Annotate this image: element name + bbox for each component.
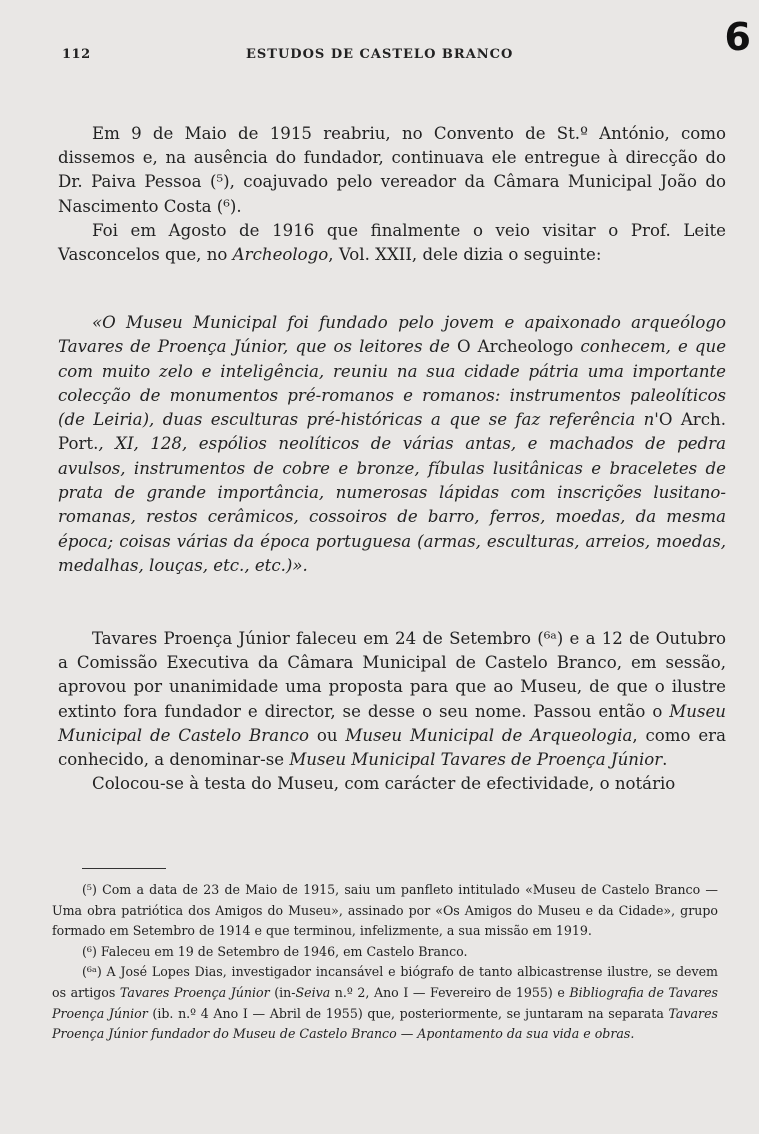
- footnote-6: (⁶) Faleceu em 19 de Setembro de 1946, em Castelo Branco.: [82, 943, 468, 959]
- page-number: 112: [62, 47, 91, 62]
- block-quote: [58, 311, 726, 578]
- footnote-rule: [82, 868, 166, 869]
- paragraph: Foi em Agosto de 1916 que finalmente o veio visitar o Prof. Leite Vasconcelos que, no Archeologo, Vol. XXII, dele dizia o seguinte:: [58, 220, 726, 265]
- footnote-6a: (⁶ᵃ) A José Lopes Dias, investigador incansável e biógrafo de tanto albicastrense ilustre, se devem os artigos Tavares Proença Júnior (in-Seiva n.º 2, Ano I — Fevereiro de 1955) e Bibliografia de Tavares Proença Júnior (ib. n.º 4 Ano I — Abril de 1955) que, posteriormente, se juntaram na separata Tavares Proença Júnior fundador do Museu de Castelo Branco — Apontamento da sua vida e obras.: [52, 964, 719, 1042]
- section-2: [58, 627, 726, 796]
- handwritten-page-mark: 6: [724, 15, 751, 59]
- paragraph: Colocou-se à testa do Museu, com carácter de efectividade, o notário: [92, 774, 676, 794]
- section-1: [58, 122, 726, 267]
- footnote-5: (⁵) Com a data de 23 de Maio de 1915, saiu um panfleto intitulado «Museu de Castelo Branco — Uma obra patriótica dos Amigos do Museu», assinado por «Os Amigos do Museu e da Cidade», grupo formado em Setembro de 1914 e que terminou, infelizmente, a sua missão em 1919.: [52, 882, 718, 939]
- paragraph: Tavares Proença Júnior faleceu em 24 de Setembro (⁶ᵃ) e a 12 de Outubro a Comissão Executiva da Câmara Municipal de Castelo Branco, em sessão, aprovou por unanimidade uma proposta para que ao Museu, de que o ilustre extinto fora fundador e director, se desse o seu nome. Passou então o Museu Municipal de Castelo Branco ou Museu Municipal de Arqueologia, como era conhecido, a denominar-se Museu Municipal Tavares de Proença Júnior.: [58, 629, 727, 770]
- page-header: [62, 47, 699, 69]
- paragraph: Em 9 de Maio de 1915 reabriu, no Convento de St.º António, como dissemos e, na ausência do fundador, continuava ele entregue à direcção do Dr. Paiva Pessoa (⁵), coajuvado pelo vereador da Câmara Municipal João do Nascimento Costa (⁶).: [58, 124, 726, 216]
- footnotes: [52, 880, 718, 1045]
- quote-paragraph: «O Museu Municipal foi fundado pelo jovem e apaixonado arqueólogo Tavares de Proença Júnior, que os leitores de O Archeologo conhecem, e que com muito zelo e inteligência, reuniu na sua cidade pátria uma importante colecção de monumentos pré-romanos e romanos: instrumentos paleolíticos (de Leiria), duas esculturas pré-históricas a que se faz referência n'O Arch. Port., XI, 128, espólios neolíticos de várias antas, e machados de pedra avulsos, instrumentos de cobre e bronze, fíbulas lusitânicas e braceletes de prata de grande importância, numerosas lápidas com inscrições lusitano-romanas, restos cerâmicos, cossoiros de barro, ferros, moedas, da mesma época; coisas várias da época portuguesa (armas, esculturas, arreios, moedas, medalhas, louças, etc., etc.)».: [58, 313, 727, 575]
- running-title: ESTUDOS DE CASTELO BRANCO: [246, 47, 514, 62]
